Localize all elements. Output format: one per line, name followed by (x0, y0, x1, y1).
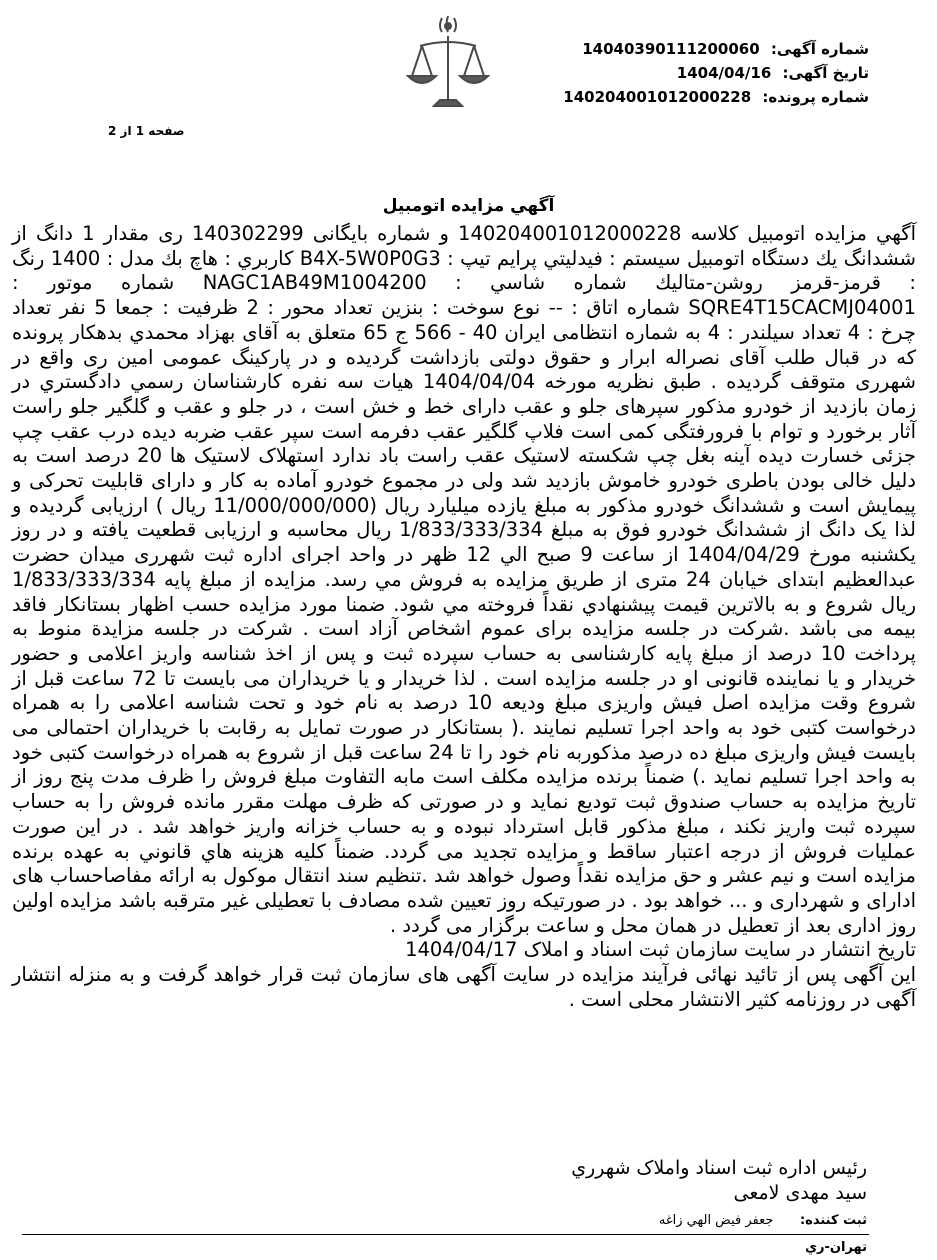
judiciary-logo (370, 6, 560, 156)
ad-date-row (677, 64, 869, 82)
body-paragraph: آگهي مزايده اتومبيل كلاسه 140204001012000228 و شماره بايگانی 140302299 ری مقدار 1 دانگ از ششدانگ يك دستگاه اتومبيل سيستم : فيدليتي پرايم تيپ : B4X-5W0P0G3 كاربري : هاچ بك مدل : 1400 رنگ : قرمز-قرمز روشن-متاليك شماره شاسي : NAGC1AB49M1004200 شماره موتور : SQRE4T15CACMJ04001 شماره اتاق : -- نوع سوخت : بنزين تعداد محور : 2 ظرفيت : جمعا 5 نفر تعداد چرخ : 4 تعداد سيلندر : 4 به شماره انتظامی ایران 40 - 566 ج 65 متعلق به آقای بهزاد محمدي بدهكار پرونده كه در قبال طلب آقای نصراله ابرار و حقوق دولتی بازداشت گردیده و در پارکینگ عمومی امین ری واقع در شهرری متوقف گردیده . طبق نظریه مورخه 1404/04/04 هیات سه نفره کارشناسان رسمي دادگستري در زمان بازدید از خودرو مذکور سپرهای جلو و عقب دارای خط و خش است ، در جلو و عقب و گلگیر جلو راست آثار برخورد و توام با فرورفتگی کمی است فلاپ گلگیر عقب دفرمه است سپر عقب ضربه دیده درب عقب چپ جزئی خسارت دیده آینه بغل چپ شکسته لاستیک عقب راست باد ندارد استهلاک لاستیک ها 20 درصد است به دلیل خالی بودن باطری خودرو خاموش بازدید شد ولی در مجموع خودرو آماده به کار و دارای قابلیت تحرکی و پیمایش است و ششدانگ خودرو مذکور به مبلغ یازده میلیارد ریال (11/000/000/000 ریال ) ارزیابی گردیده و لذا یک دانگ از ششدانگ خودرو فوق به مبلغ 1/833/333/334 ریال محاسبه و ارزیابی قطعیت یافته و در روز یکشنبه مورخ 1404/04/29 از ساعت 9 صبح الي 12 ظهر در واحد اجرای اداره ثبت شهرری میدان حضرت عبدالعظیم ابتدای خیابان 24 متری از طريق مزايده به فروش مي رسد. مزایده از مبلغ پایه 1/833/333/334 ریال شروع و به بالاترين قيمت پيشنهادي نقداً فروخته مي شود. ضمنا مورد مزایده حسب اظهار بستانکار فاقد بیمه می باشد .شرکت در جلسه مزایده برای عموم اشخاص آزاد است . شرکت در جلسه مزایدة منوط به پرداخت 10 درصد از مبلغ پایه کارشناسی به حساب سپرده ثبت و پس از اخذ شناسه واریز اعلامی و حضور خریدار و یا نماینده قانونی او در جلسه مزایده است . لذا خریدار و یا خریداران می بایست تا 72 ساعت قبل از شروع وقت مزایده اصل فیش واریزی مبلغ ودیعه 10 درصد به نام خود و تحت شناسه اعلامی را به همراه درخواست کتبی خود به واحد اجرا تسلیم نمایند .( بستانکار در صورت تمایل به رقابت با خریداران احتمالی می بایست فیش واریزی مبلغ ده درصد مذکوربه نام خود را تا 24 ساعت قبل از شروع به همراه درخواست کتبی خود به واحد اجرا تسلیم نماید .) ضمناً برنده مزایده مکلف است مابه التفاوت مبلغ فروش را ظرف مدت پنج روز از تاريخ مزايده به حساب صندوق ثبت توديع نمايد و در صورتی که ظرف مهلت مقرر مانده فروش را به حساب سپرده ثبت واريز نكند ، مبلغ مذكور قابل استرداد نبوده و به حساب خزانه واريز خواهد شد . در اين صورت عمليات فروش از درجه اعتبار ساقط و مزايده تجديد می گردد. ضمناً كليه هزينه هاي قانوني به عهده برنده مزايده است و نيم عشر و حق مزايده نقداً وصول خواهد شد .تنظيم سند انتقال موكول به ارائه مفاصاحساب های ادارای و شهرداری و ... خواهد بود . در صورتیکه روز تعیین شده مصادف با تعطیلی غیر مترقبه باشد مزایده اولین روز اداری بعد از تعطیل در همان محل و ساعت برگزار می گردد . (12, 222, 917, 937)
file-number-label: شماره پرونده: (762, 88, 869, 106)
document-body (12, 222, 916, 1013)
page-number: صفحه 1 از 2 (108, 124, 185, 138)
ad-number-label: شماره آگهی: (770, 40, 869, 58)
signatory-name: سید مهدی لامعی (733, 1182, 867, 1204)
registrar-row (659, 1213, 867, 1228)
registrar-name: جعفر فيض الهي زاغه (658, 1213, 774, 1228)
registrar-label: ثبت كننده: (799, 1213, 867, 1228)
file-number-row (563, 88, 869, 106)
file-number: 140204001012000228 (563, 88, 752, 106)
ad-number: 14040390111200060 (582, 40, 760, 58)
ad-date: 1404/04/16 (676, 64, 772, 82)
document-title: آگهي مزايده اتومبيل (382, 196, 555, 216)
ad-number-row (582, 40, 869, 58)
signatory-position: رئيس اداره ثبت اسناد واملاک شهرري (571, 1157, 867, 1179)
scales-of-justice-icon (370, 6, 560, 156)
publish-line: تاریخ انتشار در سایت سازمان ثبت اسناد و املاک 1404/04/17 (405, 938, 916, 962)
ad-date-label: تاریخ آگهی: (782, 64, 869, 82)
signature-block (571, 1156, 867, 1206)
notice-line: این آگهی پس از تائید نهائی فرآیند مزایده در سایت آگهی های سازمان ثبت قرار خواهد گرفت و به منزله انتشار آگهی در روزنامه کثیر الانتشار محلی است . (12, 963, 916, 1011)
footer-divider (22, 1234, 869, 1235)
footer-city: تهران-ري (805, 1240, 867, 1255)
